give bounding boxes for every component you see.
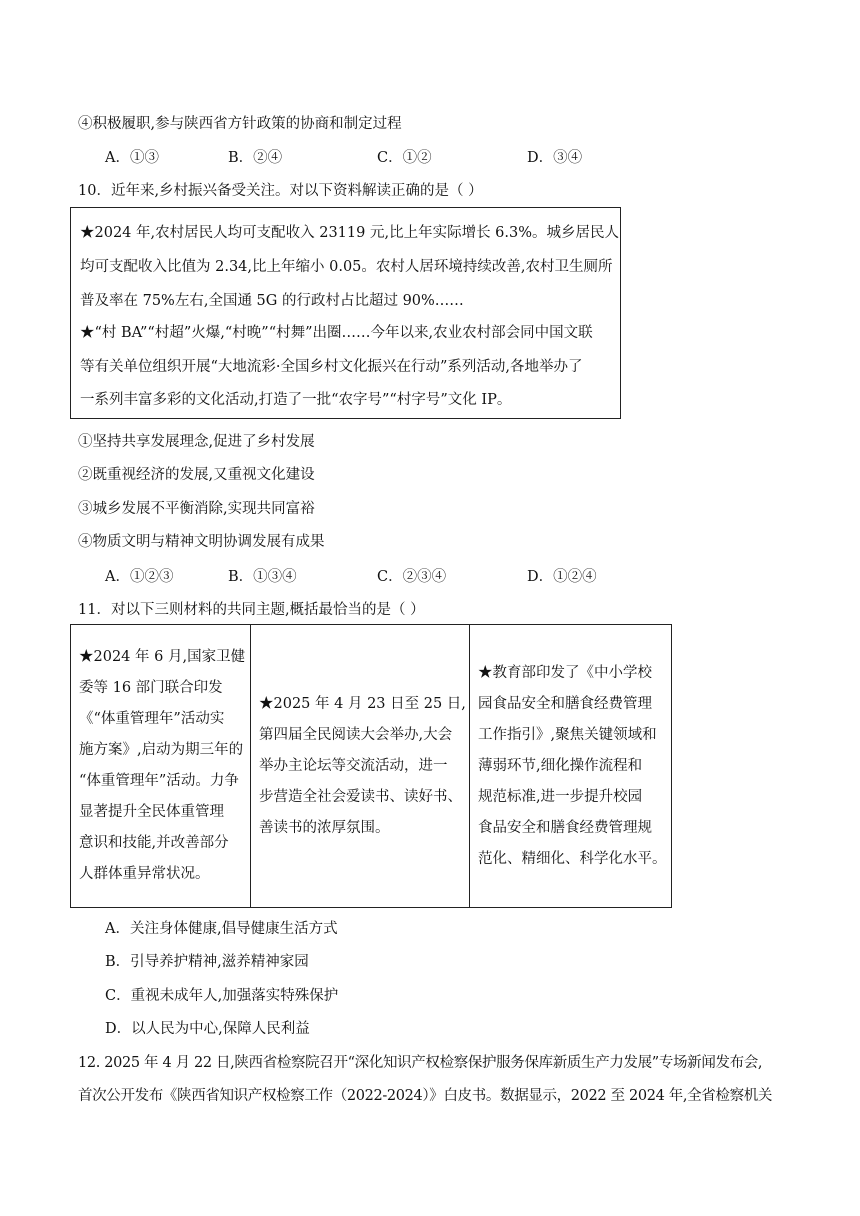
option-a[interactable]: A．①②③ bbox=[105, 569, 174, 585]
cell-line: 规范标准,进一步提升校园 bbox=[478, 788, 643, 805]
q10-item-1: ①坚持共享发展理念,促进了乡村发展 bbox=[78, 434, 315, 450]
question-11-stem: 11．对以下三则材料的共同主题,概括最恰当的是（ ） bbox=[78, 602, 425, 618]
material-cell-reading bbox=[251, 625, 470, 908]
question-12-line-1: 12. 2025 年 4 月 22 日,陕西省检察院召开“深化知识产权检察保护服务保库新质生产力发展”专场新闻发布会, bbox=[78, 1055, 763, 1071]
cell-line: ★教育部印发了《中小学校 bbox=[478, 664, 652, 681]
cell-line: 《“体重管理年”活动实 bbox=[79, 711, 225, 727]
cell-line: 举办主论坛等交流活动，进一 bbox=[259, 757, 448, 774]
cell-line: “体重管理年”活动。力争 bbox=[79, 773, 239, 789]
option-c[interactable]: C．②③④ bbox=[377, 569, 447, 585]
q10-item-2: ②既重视经济的发展,又重视文化建设 bbox=[78, 467, 315, 483]
material-line: 均可支配收入比值为 2.34,比上年缩小 0.05。农村人居环境持续改善,农村卫生厕所 bbox=[80, 259, 613, 275]
q10-item-3: ③城乡发展不平衡消除,实现共同富裕 bbox=[78, 501, 315, 517]
option-c[interactable]: C．①② bbox=[377, 150, 432, 166]
question-12-line-2: 首次公开发布《陕西省知识产权检察工作（2022-2024）》白皮书。数据显示，2022 至 2024 年,全省检察机关 bbox=[78, 1088, 773, 1104]
cell-line: 显著提升全民体重管理 bbox=[79, 804, 224, 820]
material-line: ★“村 BA”“村超”火爆,“村晚”“村舞”出圈……今年以来,农业农村部会同中国文联 bbox=[80, 325, 593, 341]
material-cell-weight bbox=[71, 625, 251, 908]
option-d[interactable]: D．③④ bbox=[527, 150, 583, 166]
cell-line: ★2024 年 6 月,国家卫健 bbox=[79, 649, 246, 665]
q11-option-b[interactable]: B．引导养护精神,滋养精神家园 bbox=[105, 954, 309, 970]
material-cell-food-safety bbox=[470, 625, 672, 908]
material-line: 一系列丰富多彩的文化活动,打造了一批“农字号”“村字号”文化 IP。 bbox=[80, 392, 512, 408]
cell-line: 范化、精细化、科学化水平。 bbox=[478, 850, 667, 867]
q10-options bbox=[105, 565, 665, 587]
q11-materials-table bbox=[70, 624, 672, 908]
cell-line: 第四届全民阅读大会举办,大会 bbox=[259, 726, 453, 743]
cell-line: 园食品安全和膳食经费管理 bbox=[478, 695, 652, 712]
q11-option-a[interactable]: A．关注身体健康,倡导健康生活方式 bbox=[105, 921, 338, 937]
cell-line: 施方案》,启动为期三年的 bbox=[79, 742, 244, 758]
question-10-stem: 10．近年来,乡村振兴备受关注。对以下资料解读正确的是（ ） bbox=[78, 183, 483, 199]
q9-options bbox=[105, 146, 665, 168]
option-d[interactable]: D．①②④ bbox=[527, 569, 597, 585]
cell-line: 工作指引》,聚焦关键领域和 bbox=[478, 726, 657, 743]
option-a[interactable]: A．①③ bbox=[105, 150, 159, 166]
cell-line: 意识和技能,并改善部分 bbox=[79, 835, 229, 851]
cell-line: 委等 16 部门联合印发 bbox=[79, 680, 223, 696]
option-b[interactable]: B．①③④ bbox=[228, 569, 297, 585]
material-line: 等有关单位组织开展“大地流彩·全国乡村文化振兴在行动”系列活动,各地举办了 bbox=[80, 359, 583, 375]
cell-line: 人群体重异常状况。 bbox=[79, 866, 210, 882]
option-b[interactable]: B．②④ bbox=[228, 150, 283, 166]
cell-line: 食品安全和膳食经费管理规 bbox=[478, 819, 652, 836]
q11-option-d[interactable]: D．以人民为中心,保障人民利益 bbox=[105, 1021, 310, 1037]
q10-item-4: ④物质文明与精神文明协调发展有成果 bbox=[78, 534, 325, 550]
cell-line: 善读书的浓厚氛围。 bbox=[259, 819, 390, 836]
choice-item-4: ④积极履职,参与陕西省方针政策的协商和制定过程 bbox=[78, 116, 402, 132]
cell-line: 薄弱环节,细化操作流程和 bbox=[478, 757, 643, 774]
cell-line: ★2025 年 4 月 23 日至 25 日, bbox=[259, 695, 466, 712]
q10-material-box bbox=[70, 207, 621, 419]
material-line: 普及率在 75%左右,全国通 5G 的行政村占比超过 90%…… bbox=[80, 293, 464, 309]
material-line: ★2024 年,农村居民人均可支配收入 23119 元,比上年实际增长 6.3%。城乡居民人 bbox=[80, 225, 620, 241]
cell-line: 步营造全社会爱读书、读好书、 bbox=[259, 788, 462, 805]
q11-option-c[interactable]: C．重视未成年人,加强落实特殊保护 bbox=[105, 988, 339, 1004]
